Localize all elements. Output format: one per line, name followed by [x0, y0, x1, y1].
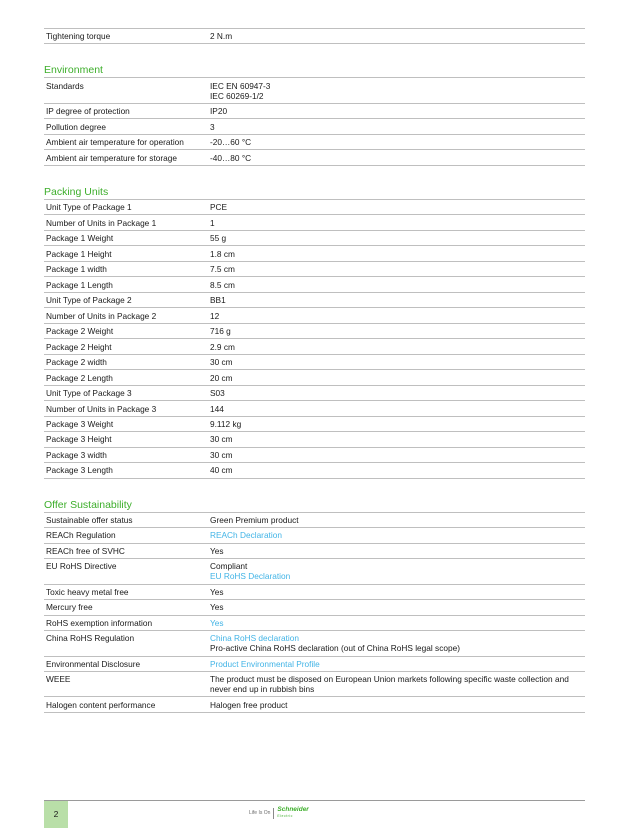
spec-value — [208, 119, 585, 134]
spec-value-link[interactable]: Yes — [210, 617, 224, 628]
spec-label: Package 3 Weight — [44, 416, 208, 431]
spec-value-text: 716 g — [210, 326, 231, 337]
spec-value-link[interactable]: EU RoHS Declaration — [210, 571, 291, 582]
spec-label: Package 3 width — [44, 447, 208, 462]
spec-value — [208, 323, 585, 338]
spec-value-text: Compliant — [210, 561, 248, 572]
spec-value — [208, 463, 585, 478]
spec-value-link[interactable]: Product Environmental Profile — [210, 658, 320, 669]
spec-value-text: IEC 60269-1/2 — [210, 90, 264, 101]
spec-value — [208, 385, 585, 400]
spec-label: Pollution degree — [44, 119, 208, 134]
spec-value-text: 12 — [210, 310, 220, 321]
spec-label: Package 1 Length — [44, 277, 208, 292]
spec-label: Mercury free — [44, 600, 208, 615]
spec-row — [44, 354, 585, 369]
spec-value-text: 8.5 cm — [210, 279, 235, 290]
spec-value — [208, 29, 585, 44]
spec-row — [44, 600, 585, 615]
spec-value-text: S03 — [210, 388, 225, 399]
spec-value-text: 2 N.m — [210, 31, 233, 42]
spec-value-text: 20 cm — [210, 372, 233, 383]
spec-value-text: 1.8 cm — [210, 248, 235, 259]
spec-value-text: PCE — [210, 202, 228, 213]
spec-value — [208, 697, 585, 712]
spec-row — [44, 559, 585, 584]
spec-value — [208, 432, 585, 447]
spec-label: Environmental Disclosure — [44, 656, 208, 671]
spec-value-text: Yes — [210, 545, 224, 556]
spec-row — [44, 447, 585, 462]
spec-value — [208, 199, 585, 214]
spec-value — [208, 261, 585, 276]
spec-row — [44, 29, 585, 44]
brand-separator — [273, 808, 274, 819]
spec-value — [208, 134, 585, 149]
spec-label: Package 2 Length — [44, 370, 208, 385]
spec-value-text: 1 — [210, 217, 215, 228]
spec-row — [44, 584, 585, 599]
spec-label: Ambient air temperature for operation — [44, 134, 208, 149]
brand-logo — [249, 806, 309, 820]
spec-value-text: 3 — [210, 121, 215, 132]
spec-row — [44, 432, 585, 447]
spec-row — [44, 230, 585, 245]
spec-value-text: IP20 — [210, 106, 228, 117]
spec-label: Package 1 Weight — [44, 230, 208, 245]
spec-value — [208, 339, 585, 354]
spec-label: WEEE — [44, 671, 208, 696]
spec-row — [44, 277, 585, 292]
spec-value — [208, 78, 585, 103]
spec-value-text: Green Premium product — [210, 514, 299, 525]
spec-value — [208, 671, 585, 696]
brand-name: Schneider — [277, 806, 309, 813]
spec-row — [44, 339, 585, 354]
spec-label: Standards — [44, 78, 208, 103]
spec-value-text: 7.5 cm — [210, 264, 235, 275]
page-number: 2 — [44, 801, 68, 828]
spec-value — [208, 354, 585, 369]
brand-tagline: Life Is On — [249, 810, 271, 816]
spec-value-link[interactable]: REACh Declaration — [210, 530, 282, 541]
spec-row — [44, 199, 585, 214]
spec-row — [44, 697, 585, 712]
spec-label: Ambient air temperature for storage — [44, 150, 208, 165]
spec-row — [44, 78, 585, 103]
spec-value — [208, 370, 585, 385]
schneider-logo-icon — [277, 807, 308, 819]
section-title: Offer Sustainability — [44, 498, 132, 511]
spec-value — [208, 447, 585, 462]
spec-label: REACh Regulation — [44, 528, 208, 543]
spec-label: Package 1 Height — [44, 246, 208, 261]
spec-value — [208, 631, 585, 656]
section-table — [44, 512, 585, 713]
spec-row — [44, 215, 585, 230]
spec-value-text: Pro-active China RoHS declaration (out of China RoHS legal scope) — [210, 643, 460, 654]
spec-value — [208, 615, 585, 630]
spec-value — [208, 584, 585, 599]
spec-value-text: Yes — [210, 586, 224, 597]
section-table — [44, 77, 585, 165]
datasheet-page — [44, 28, 585, 713]
top-spec-table — [44, 28, 585, 44]
spec-value — [208, 246, 585, 261]
spec-value — [208, 230, 585, 245]
spec-label: Package 2 Height — [44, 339, 208, 354]
spec-row — [44, 261, 585, 276]
spec-row — [44, 615, 585, 630]
spec-row — [44, 292, 585, 307]
spec-label: Package 2 width — [44, 354, 208, 369]
spec-value — [208, 559, 585, 584]
spec-label: Unit Type of Package 2 — [44, 292, 208, 307]
spec-value-text: Halogen free product — [210, 699, 288, 710]
spec-row — [44, 416, 585, 431]
spec-row — [44, 512, 585, 527]
spec-label: Number of Units in Package 2 — [44, 308, 208, 323]
spec-label: Package 2 Weight — [44, 323, 208, 338]
spec-label: China RoHS Regulation — [44, 631, 208, 656]
spec-label: Halogen content performance — [44, 697, 208, 712]
spec-row — [44, 370, 585, 385]
spec-value-text: BB1 — [210, 295, 226, 306]
spec-label: REACh free of SVHC — [44, 543, 208, 558]
spec-row — [44, 543, 585, 558]
spec-row — [44, 308, 585, 323]
spec-label: Number of Units in Package 1 — [44, 215, 208, 230]
brand-sub: Electric — [277, 814, 293, 818]
spec-label: Unit Type of Package 3 — [44, 385, 208, 400]
footer-divider — [44, 800, 585, 801]
spec-value-text: 30 cm — [210, 357, 233, 368]
spec-value-text: IEC EN 60947-3 — [210, 80, 271, 91]
spec-value-text: 55 g — [210, 233, 227, 244]
spec-value — [208, 308, 585, 323]
spec-value-text: 30 cm — [210, 434, 233, 445]
spec-value — [208, 600, 585, 615]
spec-value — [208, 416, 585, 431]
spec-value — [208, 543, 585, 558]
spec-value — [208, 528, 585, 543]
spec-row — [44, 323, 585, 338]
spec-label: Tightening torque — [44, 29, 208, 44]
spec-value-link[interactable]: China RoHS declaration — [210, 633, 300, 644]
spec-value — [208, 103, 585, 118]
spec-row — [44, 671, 585, 696]
spec-row — [44, 401, 585, 416]
spec-value — [208, 215, 585, 230]
spec-row — [44, 150, 585, 165]
spec-value — [208, 401, 585, 416]
spec-value — [208, 150, 585, 165]
spec-label: Number of Units in Package 3 — [44, 401, 208, 416]
spec-label: IP degree of protection — [44, 103, 208, 118]
spec-row — [44, 385, 585, 400]
spec-label: RoHS exemption information — [44, 615, 208, 630]
spec-value — [208, 292, 585, 307]
spec-value-text: Yes — [210, 602, 224, 613]
spec-value-text: 9.112 kg — [210, 418, 242, 429]
spec-value-text: The product must be disposed on European Union markets following specific waste collection and never end up in rubbish bins — [210, 674, 569, 695]
spec-row — [44, 119, 585, 134]
spec-row — [44, 246, 585, 261]
spec-label: Sustainable offer status — [44, 512, 208, 527]
section-title: Environment — [44, 64, 103, 77]
spec-row — [44, 463, 585, 478]
spec-label: Toxic heavy metal free — [44, 584, 208, 599]
spec-row — [44, 631, 585, 656]
spec-label: Package 3 Length — [44, 463, 208, 478]
spec-row — [44, 103, 585, 118]
spec-value-text: -40…80 °C — [210, 152, 252, 163]
spec-row — [44, 134, 585, 149]
spec-value-text: 30 cm — [210, 449, 233, 460]
spec-row — [44, 528, 585, 543]
spec-value-text: -20…60 °C — [210, 137, 252, 148]
section-title: Packing Units — [44, 185, 109, 198]
spec-label: Unit Type of Package 1 — [44, 199, 208, 214]
spec-value-text: 40 cm — [210, 465, 233, 476]
section-table — [44, 199, 585, 479]
spec-value — [208, 656, 585, 671]
spec-value — [208, 512, 585, 527]
spec-label: EU RoHS Directive — [44, 559, 208, 584]
spec-label: Package 3 Height — [44, 432, 208, 447]
spec-label: Package 1 width — [44, 261, 208, 276]
spec-row — [44, 656, 585, 671]
spec-value-text: 144 — [210, 403, 224, 414]
sections-container — [44, 64, 585, 712]
spec-value — [208, 277, 585, 292]
spec-value-text: 2.9 cm — [210, 341, 235, 352]
